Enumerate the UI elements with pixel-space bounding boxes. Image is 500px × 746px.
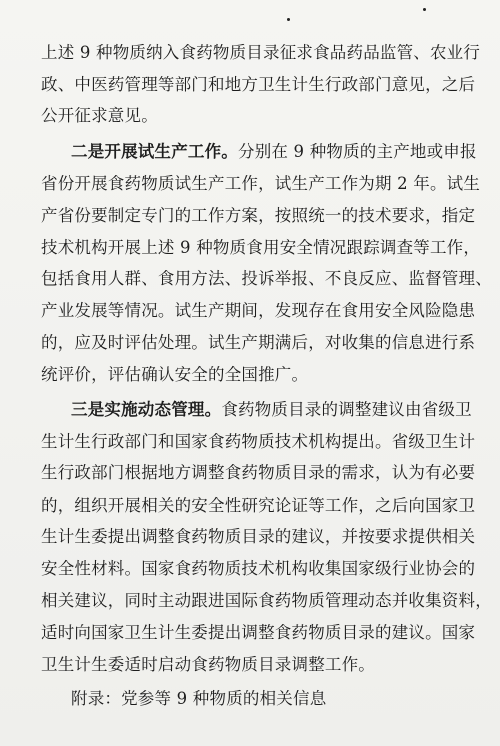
section-heading: 二是开展试生产工作。 [71, 142, 238, 161]
text-line: 上述 9 种物质纳入食药物质目录征求食品药品监管、农业行 [41, 43, 481, 62]
scan-mark [287, 18, 290, 21]
text-segment: 分别在 9 种物质的主产地或申报 [238, 142, 477, 161]
text-line: 卫生计生委适时启动食药物质目录调整工作。 [41, 655, 375, 674]
appendix-line: 附录：党参等 9 种物质的相关信息 [71, 689, 327, 708]
text-line: 的，应及时评估处理。试生产期满后，对收集的信息进行系 [41, 333, 476, 352]
text-line: 产省份要制定专门的工作方案，按照统一的技术要求，指定 [41, 206, 476, 225]
paragraph-first-line [71, 395, 472, 425]
text-line: 生计生行政部门和国家食药物质技术机构提出。省级卫生计 [41, 432, 476, 451]
text-segment: 食药物质目录的调整建议由省级卫 [221, 400, 472, 419]
paragraph-first-line [71, 137, 477, 167]
section-heading: 三是实施动态管理。 [71, 400, 222, 419]
text-line: 安全性材料。国家食药物质技术机构收集国家级行业协会的 [41, 559, 476, 578]
text-line: 省份开展食药物质试生产工作，试生产工作为期 2 年。试生 [41, 174, 481, 193]
text-line: 生计生委提出调整食药物质目录的建议，并按要求提供相关 [41, 527, 476, 546]
text-line: 政、中医药管理等部门和地方卫生计生行政部门意见，之后 [41, 75, 476, 94]
scan-mark [423, 8, 426, 11]
text-line: 包括食用人群、食用方法、投诉举报、不良反应、监督管理、 [41, 269, 492, 288]
text-line: 相关建议，同时主动跟进国际食药物质管理动态并收集资料， [41, 591, 492, 610]
text-line: 统评价，评估确认安全的全国推广。 [41, 365, 309, 384]
text-line: 的，组织开展相关的安全性研究论证等工作，之后向国家卫 [41, 496, 476, 515]
text-line: 技术机构开展上述 9 种物质食用安全情况跟踪调查等工作， [41, 238, 481, 257]
text-line: 产业发展等情况。试生产期间，发现存在食用安全风险隐患 [41, 301, 476, 320]
text-line: 生行政部门根据地方调整食药物质目录的需求，认为有必要 [41, 463, 476, 482]
text-line: 公开征求意见。 [41, 106, 158, 125]
text-line: 适时向国家卫生计生委提出调整食药物质目录的建议。国家 [41, 623, 476, 642]
